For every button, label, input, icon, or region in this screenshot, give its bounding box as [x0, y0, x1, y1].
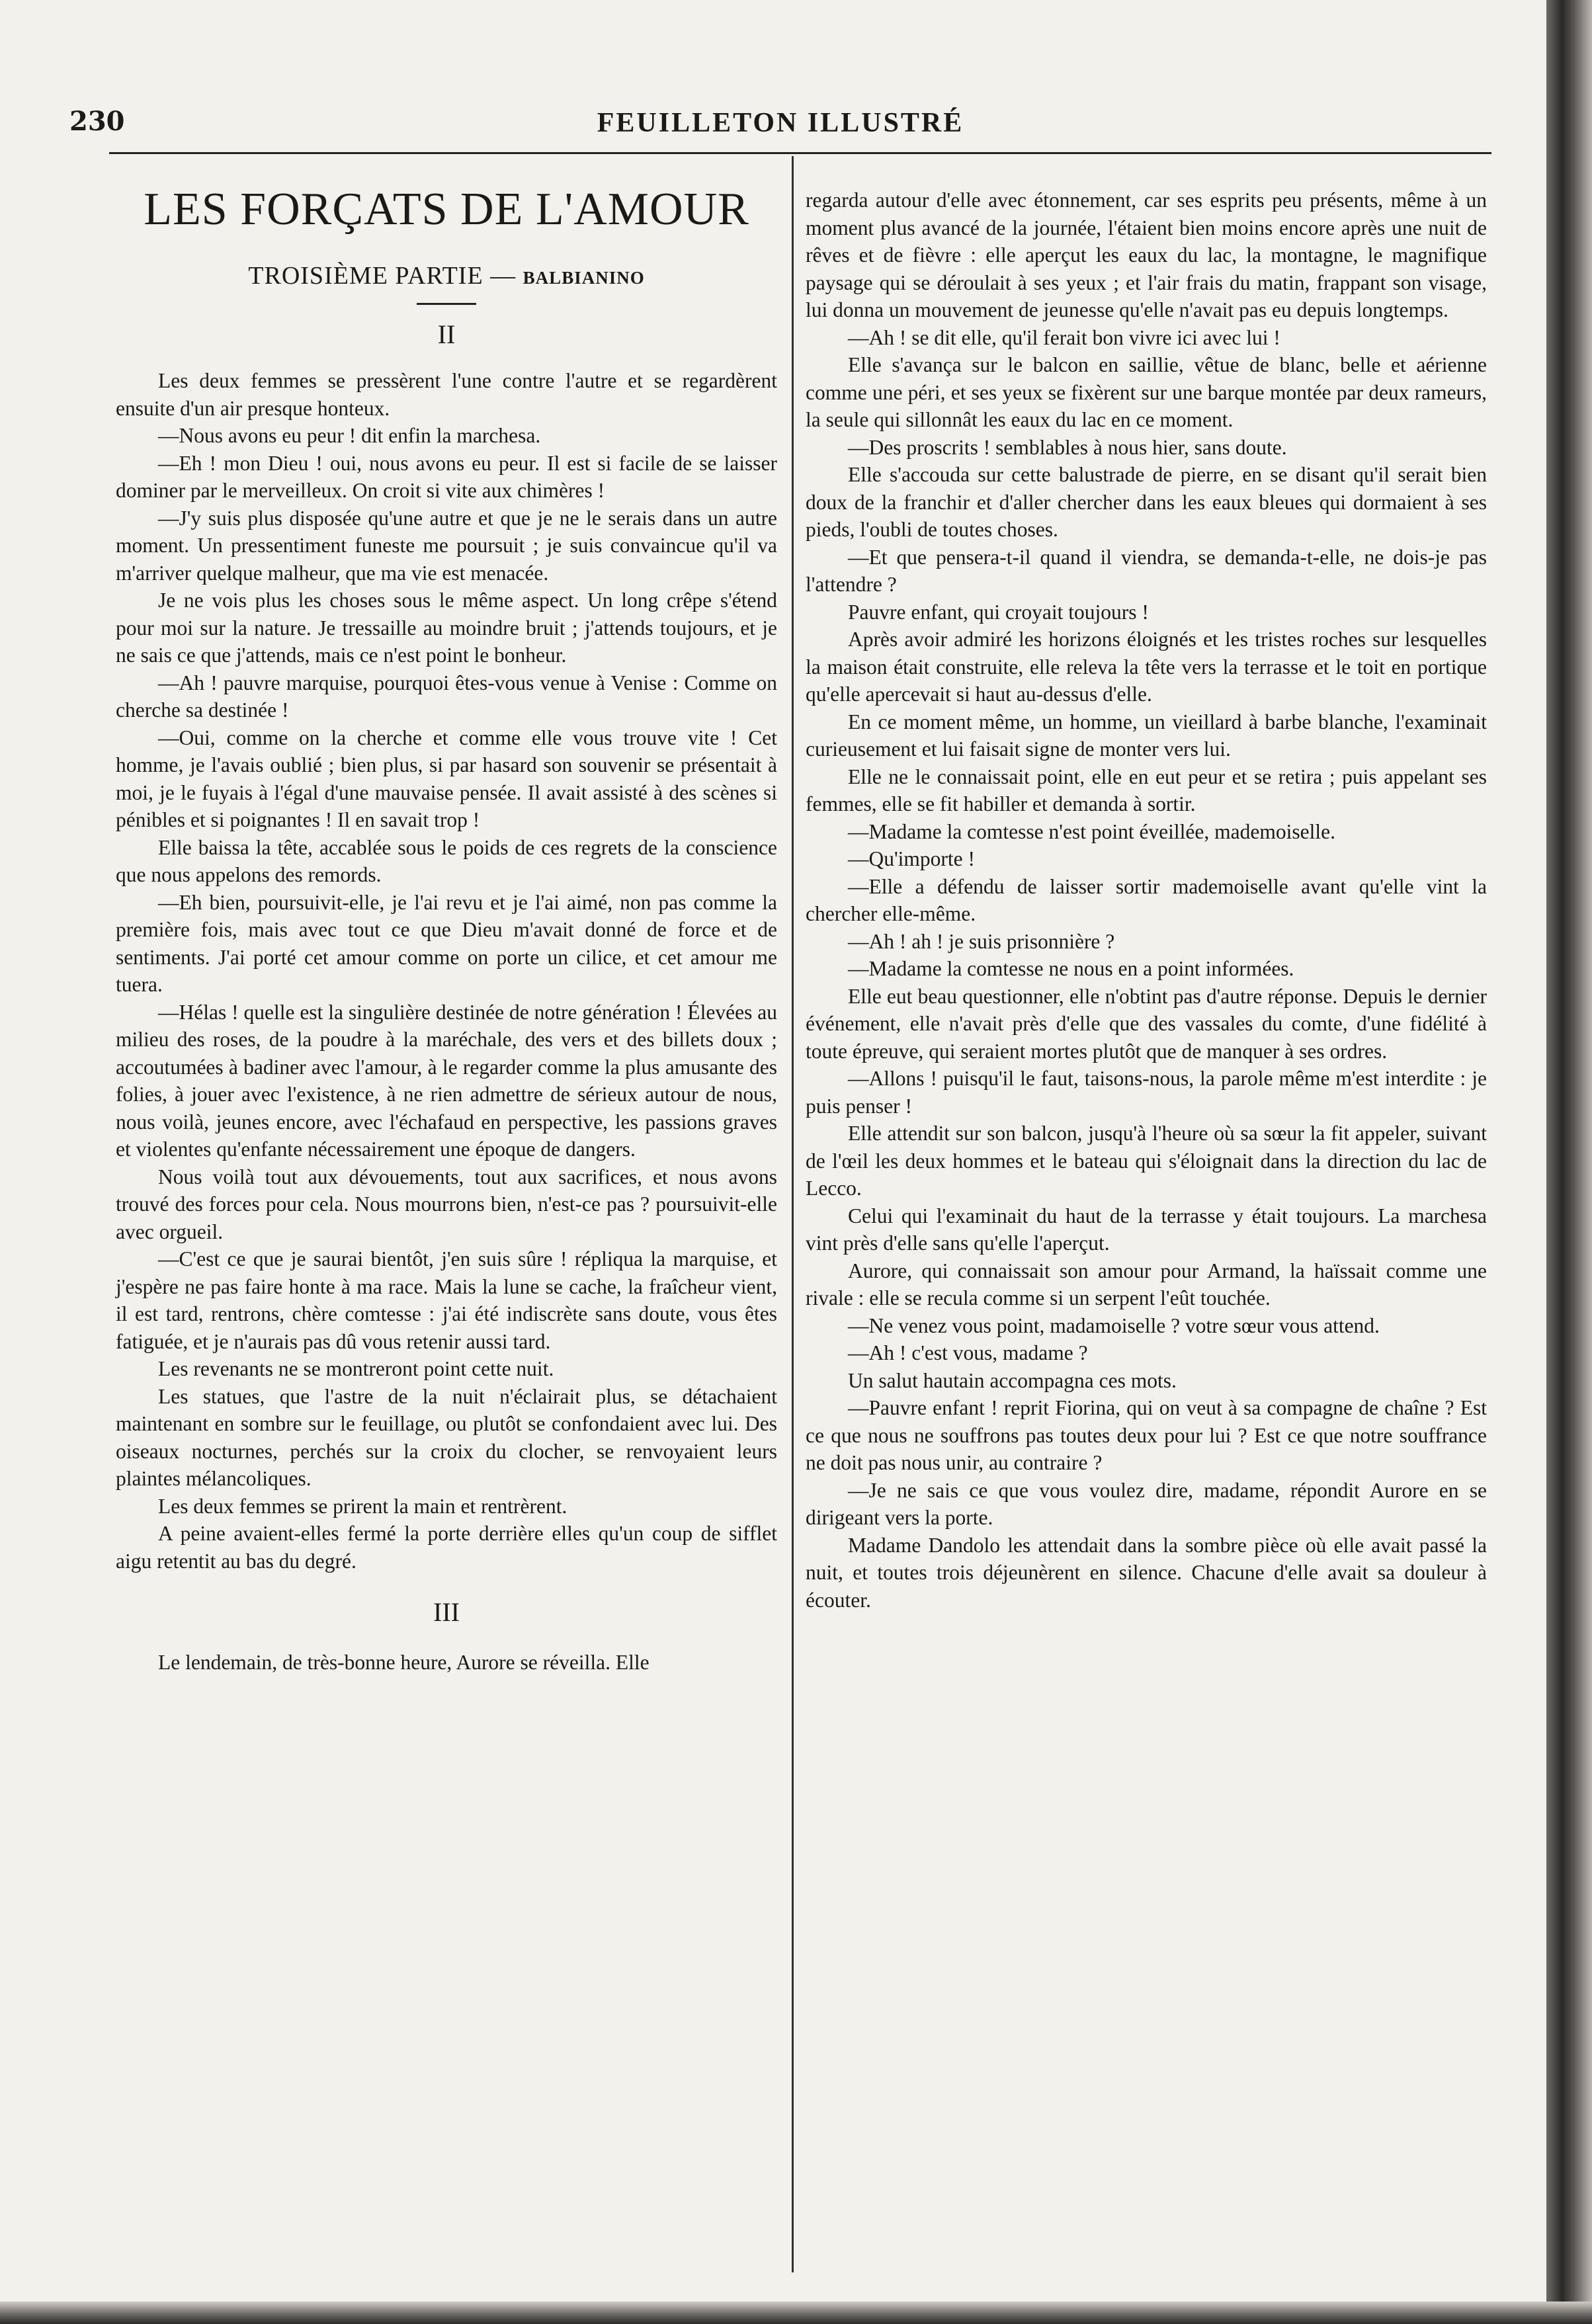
- paragraph: Les deux femmes se pressèrent l'une contre l'autre et se regardèrent ensuite d'un air presque honteux.: [116, 369, 777, 420]
- paragraph: —Elle a défendu de laisser sortir mademoiselle avant qu'elle vint la chercher elle-même.: [806, 874, 1487, 925]
- paragraph: Le lendemain, de très-bonne heure, Aurore se réveilla. Elle: [158, 1651, 649, 1674]
- column-divider: [792, 156, 794, 2272]
- paragraph: —Oui, comme on la cherche et comme elle vous trouve vite ! Cet homme, je l'avais oublié ; bien plus, si par hasard son souvenir se présentait à moi, je le fuyais à l'égal d'une mauvaise pensée. Il avait assisté à des scènes si pénibles et si poignantes ! Il en savait trop !: [116, 726, 777, 831]
- paragraph: Aurore, qui connaissait son amour pour Armand, la haïssait comme une rivale : elle se recula comme si un serpent l'eût touchée.: [806, 1259, 1487, 1309]
- page-number: 230: [69, 106, 125, 137]
- article-title: LES FORÇATS DE L'AMOUR: [144, 184, 749, 235]
- paragraph: Elle baissa la tête, accablée sous le poids de ces regrets de la conscience que nous appelons des remords.: [116, 835, 777, 886]
- paragraph: Elle eut beau questionner, elle n'obtint pas d'autre réponse. Depuis le dernier événement, elle n'avait près d'elle que des vassales du comte, d'une fidélité à toute épreuve, qui seraient mortes plutôt que de manquer à ses ordres.: [806, 984, 1487, 1063]
- paragraph: —Ah ! se dit elle, qu'il ferait bon vivre ici avec lui !: [848, 325, 1280, 349]
- paragraph: —Nous avons eu peur ! dit enfin la marchesa.: [158, 424, 541, 447]
- part-label: TROISIÈME PARTIE —: [248, 262, 517, 290]
- paragraph: Elle s'accouda sur cette balustrade de pierre, en se disant qu'il serait bien doux de la franchir et d'aller chercher dans les eaux bleues qui dormaient à ses pieds, l'oubli de toutes choses.: [806, 463, 1487, 541]
- paragraph: Pauvre enfant, qui croyait toujours !: [848, 600, 1149, 624]
- part-heading: [116, 260, 777, 294]
- paragraph: —Je ne sais ce que vous voulez dire, madame, répondit Aurore en se dirigeant vers la porte.: [806, 1478, 1487, 1529]
- scan-edge-right: [1546, 0, 1592, 2324]
- section-rule: [417, 303, 476, 305]
- paragraph: Les statues, que l'astre de la nuit n'éclairait plus, se détachaient maintenant en sombre sur le feuillage, ou plutôt se confondaient avec lui. Des oiseaux nocturnes, perchés sur la croix du clocher, se renvoyaient leurs plaintes mélancoliques.: [116, 1384, 777, 1490]
- paragraph: Elle ne le connaissait point, elle en eut peur et se retira ; puis appelant ses femmes, elle se fit habiller et demanda à sortir.: [806, 765, 1487, 815]
- paragraph: —Qu'importe !: [848, 847, 976, 870]
- paragraph: Un salut hautain accompagna ces mots.: [848, 1368, 1177, 1392]
- paragraph: Les deux femmes se prirent la main et rentrèrent.: [158, 1494, 567, 1518]
- part-subtitle: BALBIANINO: [523, 268, 645, 288]
- paragraph: —Ne venez vous point, madamoiselle ? votre sœur vous attend.: [848, 1313, 1380, 1337]
- paragraph: Les revenants ne se montreront point cette nuit.: [158, 1357, 554, 1380]
- paragraph: —Madame la comtesse ne nous en a point informées.: [848, 957, 1294, 980]
- chapter-heading-3: III: [433, 1597, 460, 1627]
- chapter-heading-2: II: [437, 319, 456, 349]
- paragraph: —J'y suis plus disposée qu'une autre et que je ne le serais dans un autre moment. Un pressentiment funeste me poursuit ; je suis convaincue qu'il va m'arriver quelque malheur, que ma vie est menacée.: [116, 506, 777, 585]
- paragraph: Elle s'avança sur le balcon en saillie, vêtue de blanc, belle et aérienne comme une péri, et ses yeux se fixèrent sur une barque montée par deux rameurs, la seule qui sillonnât les eaux du lac en ce moment.: [806, 353, 1487, 431]
- paragraph: —Ah ! pauvre marquise, pourquoi êtes-vous venue à Venise : Comme on cherche sa destinée !: [116, 671, 777, 722]
- left-column: [116, 169, 777, 1677]
- paragraph: —Ah ! ah ! je suis prisonnière ?: [848, 929, 1115, 953]
- paragraph: En ce moment même, un homme, un vieillard à barbe blanche, l'examinait curieusement et lui faisait signe de monter vers lui.: [806, 710, 1487, 761]
- paragraph: —C'est ce que je saurai bientôt, j'en suis sûre ! répliqua la marquise, et j'espère ne pas faire honte à ma race. Mais la lune se cache, la fraîcheur vient, il est tard, rentrons, chère comtesse : j'ai été indiscrète sans doute, vous êtes fatiguée, et je n'aurais pas dû vous retenir aussi tard.: [116, 1247, 777, 1353]
- header-rule: [109, 152, 1491, 154]
- paragraph: Nous voilà tout aux dévouements, tout aux sacrifices, et nous avons trouvé des forces pour cela. Nous mourrons bien, n'est-ce pas ? poursuivit-elle avec orgueil.: [116, 1165, 777, 1243]
- page-header: [69, 106, 1491, 152]
- paragraph: Après avoir admiré les horizons éloignés et les tristes roches sur lesquelles la maison était construite, elle releva la tête vers la terrasse et le toit en portique qu'elle apercevait si haut au-dessus d'elle.: [806, 628, 1487, 706]
- paragraph: —Allons ! puisqu'il le faut, taisons-nous, la parole même m'est interdite : je puis penser !: [806, 1067, 1487, 1118]
- running-title: FEUILLETON ILLUSTRÉ: [597, 108, 964, 138]
- paragraph: —Madame la comtesse n'est point éveillée, mademoiselle.: [848, 819, 1335, 843]
- paragraph: —Et que pensera-t-il quand il viendra, se demanda-t-elle, ne dois-je pas l'attendre ?: [806, 545, 1487, 596]
- paragraph: —Eh ! mon Dieu ! oui, nous avons eu peur. Il est si facile de se laisser dominer par le merveilleux. On croit si vite aux chimères !: [116, 451, 777, 502]
- paragraph-continued: regarda autour d'elle avec étonnement, car ses esprits peu présents, même à un moment plus avancé de la journée, l'étaient bien moins encore après une nuit de rêves et de fièvre : elle aperçut les eaux du lac, la montagne, le magnifique paysage qui se déroulait à ses yeux ; et l'air frais du matin, frappant son visage, lui donna un mouvement de jeunesse qu'elle n'avait pas eu depuis longtemps.: [806, 188, 1487, 321]
- paragraph: Celui qui l'examinait du haut de la terrasse y était toujours. La marchesa vint près d'elle sans qu'elle l'aperçut.: [806, 1204, 1487, 1255]
- paragraph: —Des proscrits ! semblables à nous hier, sans doute.: [848, 435, 1287, 459]
- paragraph: A peine avaient-elles fermé la porte derrière elles qu'un coup de sifflet aigu retentit au bas du degré.: [116, 1522, 777, 1573]
- paragraph: —Hélas ! quelle est la singulière destinée de notre génération ! Élevées au milieu des roses, de la poudre à la maréchale, des vers et des billets doux ; accoutumées à badiner avec l'amour, à le regarder comme la plus amusante des folies, à jouer avec l'existence, à ne rien admettre de sérieux autour de nous, nous voilà, jeunes encore, avec l'échafaud en perspective, les passions graves et violentes qu'enfante nécessairement une époque de dangers.: [116, 1000, 777, 1161]
- paragraph: Madame Dandolo les attendait dans la sombre pièce où elle avait passé la nuit, et toutes trois déjeunèrent en silence. Chacune d'elle avait sa douleur à écouter.: [806, 1533, 1487, 1612]
- paragraph: Elle attendit sur son balcon, jusqu'à l'heure où sa sœur la fit appeler, suivant de l'œil les deux hommes et le bateau qui s'éloignait dans la direction du lac de Lecco.: [806, 1122, 1487, 1200]
- scan-edge-bottom: [0, 2302, 1592, 2324]
- paragraph: —Eh bien, poursuivit-elle, je l'ai revu et je l'ai aimé, non pas comme la première fois, mais avec tout ce que Dieu m'avait donné de force et de sentiments. J'ai porté cet amour comme on porte un cilice, et cet amour me tuera.: [116, 890, 777, 996]
- paragraph: Je ne vois plus les choses sous le même aspect. Un long crêpe s'étend pour moi sur la nature. Je tressaille au moindre bruit ; j'attends toujours, et je ne sais ce que j'attends, mais ce n'est point le bonheur.: [116, 589, 777, 667]
- right-column: [806, 187, 1487, 1614]
- paragraph: —Ah ! c'est vous, madame ?: [848, 1341, 1088, 1364]
- paragraph: —Pauvre enfant ! reprit Fiorina, qui on veut à sa compagne de chaîne ? Est ce que nous ne souffrons pas toutes deux pour lui ? Est ce que notre souffrance ne doit pas nous unir, au contraire ?: [806, 1396, 1487, 1474]
